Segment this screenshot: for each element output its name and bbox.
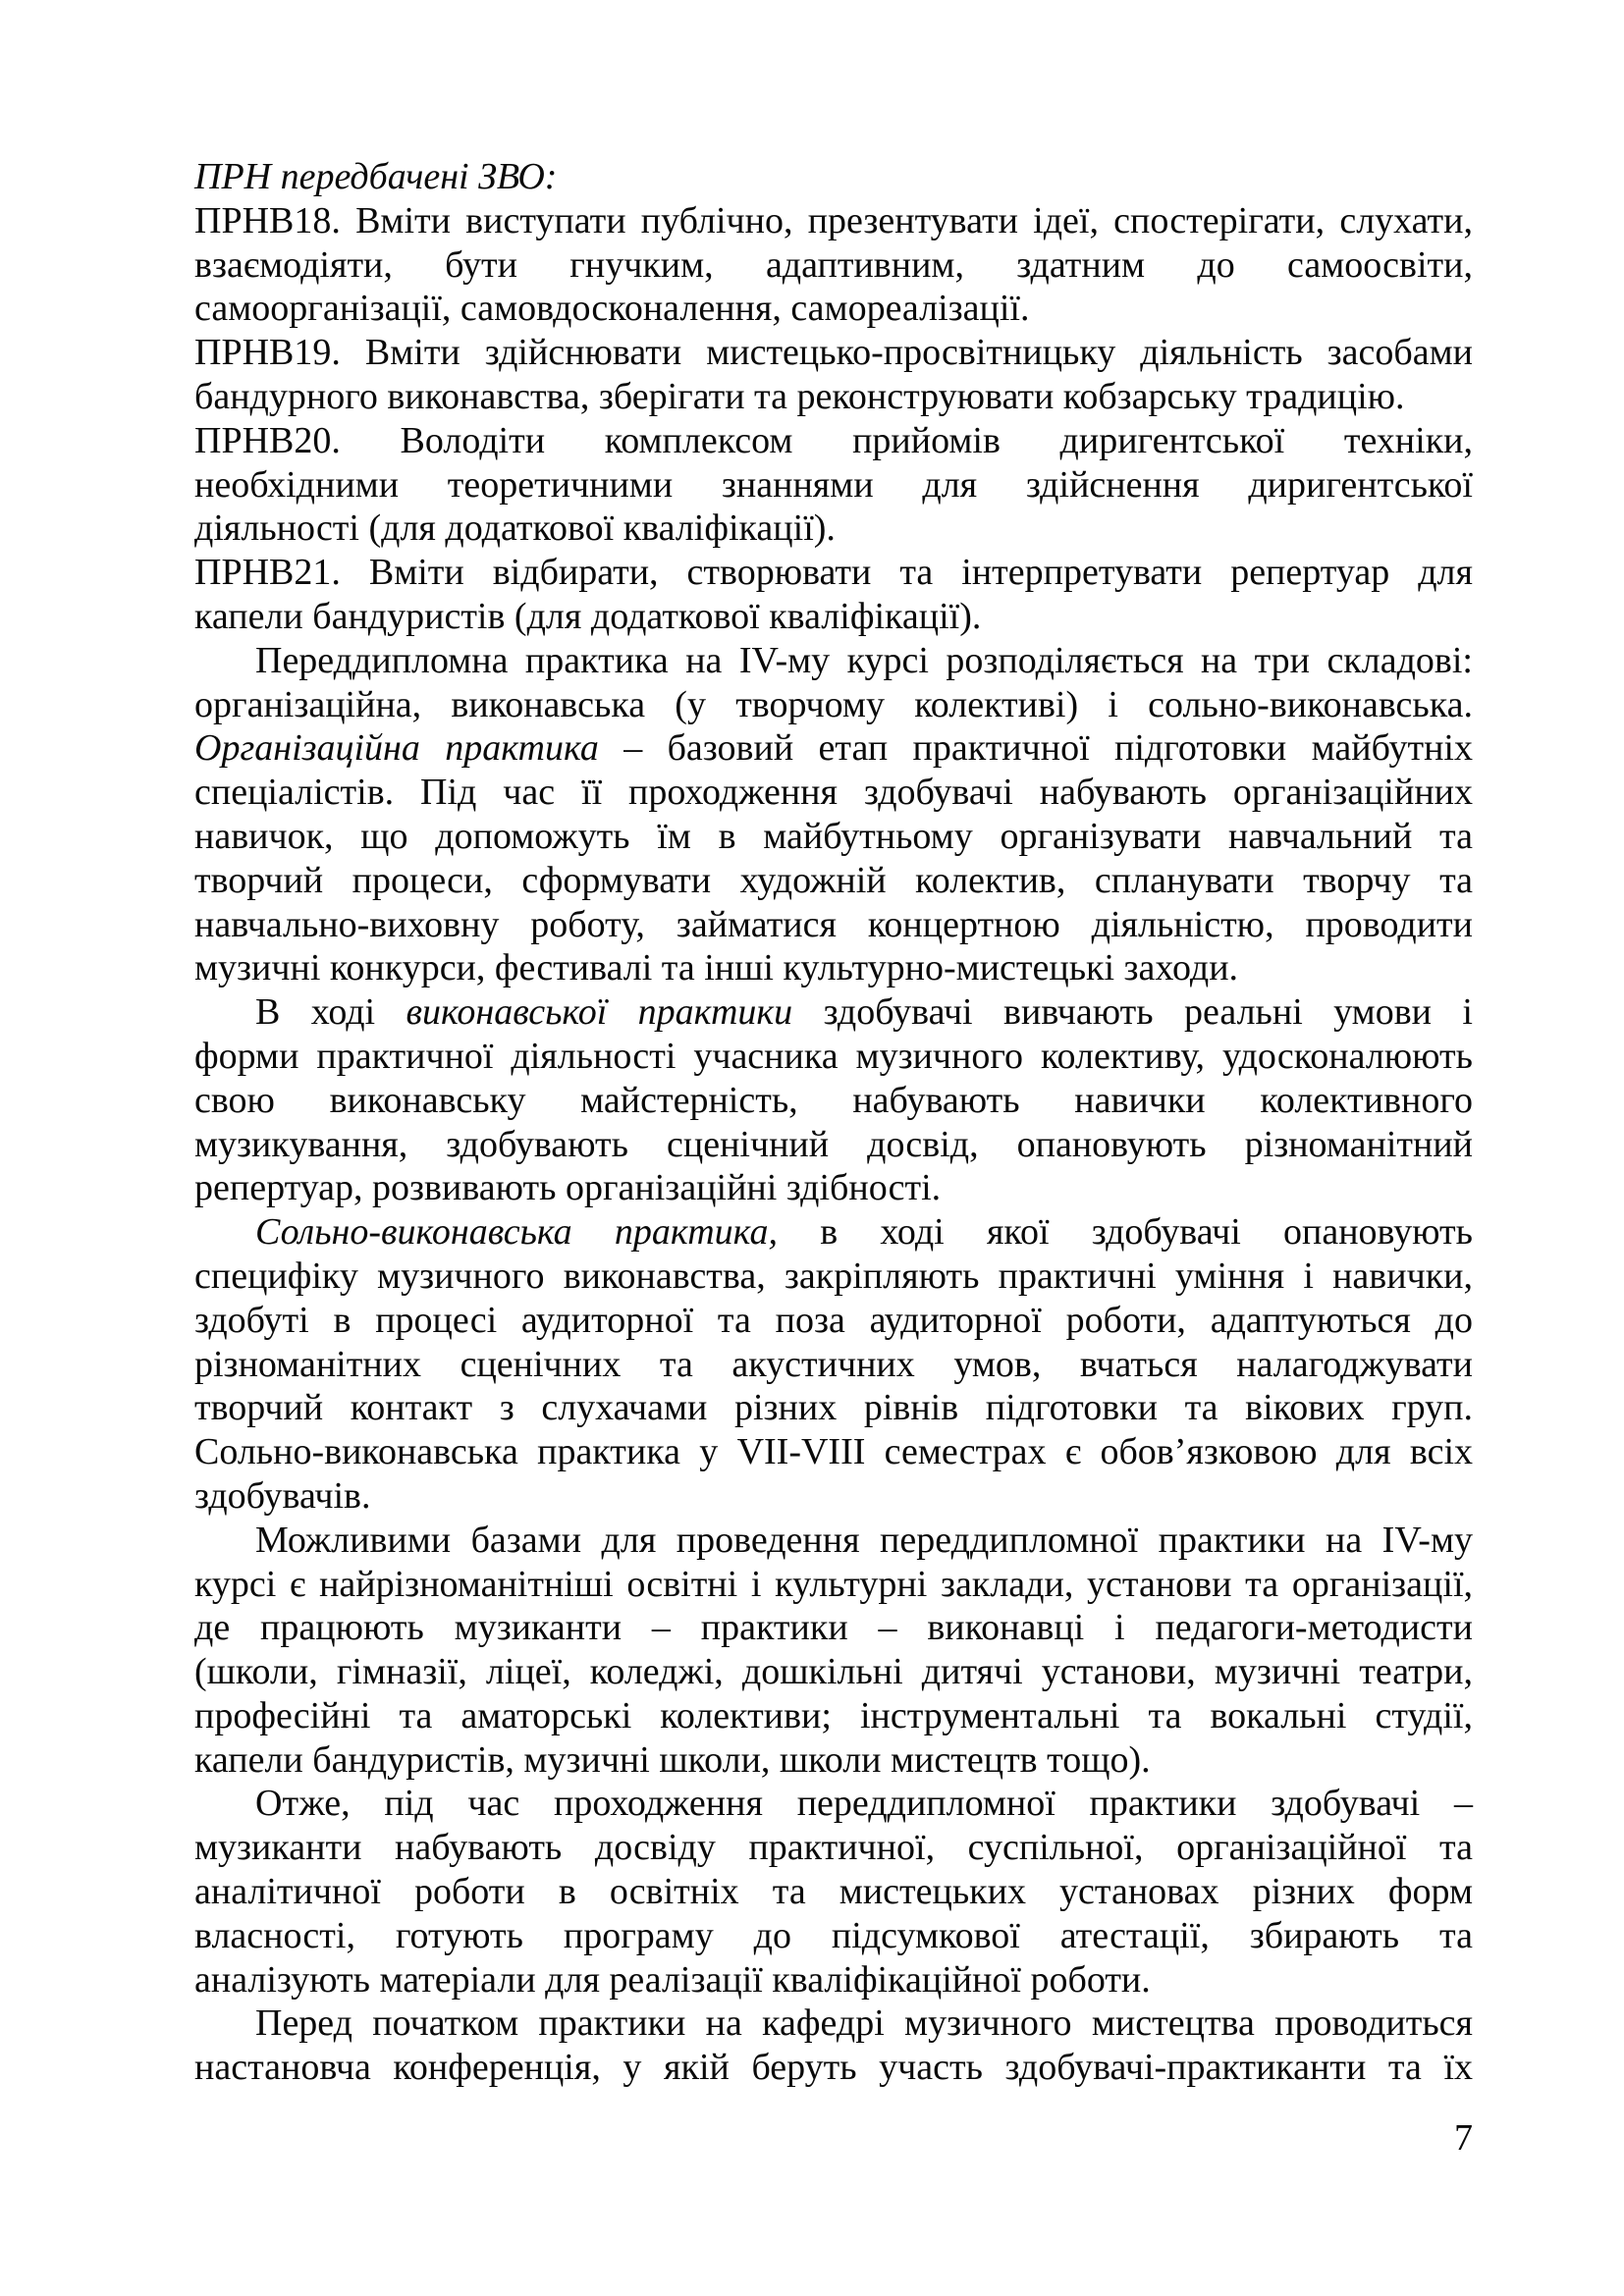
text-line bbox=[194, 199, 1473, 243]
text-line bbox=[194, 771, 1473, 815]
text-line bbox=[194, 1430, 1473, 1474]
text-segment: Переддипломна практика на IV-му курсі розподіляється на три складові: bbox=[255, 639, 1473, 681]
text-segment: музикування, здобувають сценічний досвід, опановують різноманітний bbox=[194, 1123, 1473, 1165]
text-segment: ПРНВ20. Володіти комплексом прийомів диригентської техніки, bbox=[194, 419, 1473, 461]
text-segment: організаційна, виконавська (у творчому колективі) і сольно-виконавська. bbox=[194, 683, 1473, 725]
text-segment: свою виконавську майстерність, набувають навички колективного bbox=[194, 1079, 1473, 1121]
text-segment: навчально-виховну роботу, займатися концертною діяльністю, проводити bbox=[194, 903, 1473, 945]
text-line bbox=[194, 683, 1473, 727]
text-line bbox=[194, 859, 1473, 903]
text-segment: ПРНВ18. Вміти виступати публічно, презентувати ідеї, спостерігати, слухати, bbox=[194, 199, 1473, 241]
text-segment: здобувачі вивчають реальні умови і bbox=[792, 991, 1473, 1034]
text-line bbox=[194, 1123, 1473, 1167]
text-segment: Отже, під час проходження переддипломної практики здобувачі – bbox=[255, 1783, 1473, 1825]
text-line bbox=[194, 1694, 1473, 1738]
text-segment: репертуар, розвивають організаційні здібності. bbox=[194, 1167, 942, 1209]
text-line bbox=[194, 1870, 1473, 1914]
page-text bbox=[194, 155, 1473, 2090]
text-line bbox=[194, 1299, 1473, 1343]
text-line bbox=[194, 1914, 1473, 1958]
text-segment: форми практичної діяльності учасника музичного колективу, удосконалюють bbox=[194, 1035, 1473, 1077]
text-line bbox=[194, 1210, 1473, 1255]
text-segment: професійні та аматорські колективи; інструментальні та вокальні студії, bbox=[194, 1694, 1473, 1736]
text-segment: здобувачів. bbox=[194, 1474, 371, 1517]
text-segment: настановча конференція, у якій беруть участь здобувачі-практиканти та їх bbox=[194, 2047, 1473, 2089]
text-line bbox=[194, 1606, 1473, 1650]
text-segment: ПРНВ19. Вміти здійснювати мистецько-просвітницьку діяльність засобами bbox=[194, 332, 1473, 374]
text-line bbox=[194, 287, 1473, 331]
text-line bbox=[194, 1079, 1473, 1123]
italic-text-segment: ПРН передбачені ЗВО: bbox=[194, 156, 558, 197]
text-segment: творчий процеси, сформувати художній колектив, спланувати творчу та bbox=[194, 859, 1473, 901]
italic-text-segment: Організаційна практика bbox=[194, 727, 599, 770]
text-segment: де працюють музиканти – практики – виконавці і педагоги-методисти bbox=[194, 1607, 1473, 1649]
text-line bbox=[194, 375, 1473, 419]
text-line bbox=[194, 1738, 1473, 1783]
text-segment: Можливими базами для проведення переддипломної практики на IV-му bbox=[255, 1519, 1473, 1561]
text-line bbox=[194, 1255, 1473, 1299]
text-line bbox=[194, 1958, 1473, 2002]
text-line bbox=[194, 1563, 1473, 1607]
text-segment: аналізують матеріали для реалізації кваліфікаційної роботи. bbox=[194, 1958, 1151, 2001]
text-line bbox=[194, 507, 1473, 551]
text-line bbox=[194, 639, 1473, 683]
text-line bbox=[194, 1343, 1473, 1387]
text-segment: ПРНВ21. Вміти відбирати, створювати та інтерпретувати репертуар для bbox=[194, 552, 1473, 594]
text-line bbox=[194, 2046, 1473, 2090]
text-segment: В ході bbox=[255, 991, 406, 1034]
text-line bbox=[194, 595, 1473, 639]
text-line bbox=[194, 1782, 1473, 1826]
text-line bbox=[194, 815, 1473, 859]
text-segment: капели бандуристів (для додаткової кваліфікації). bbox=[194, 595, 982, 637]
text-segment: різноманітних сценічних та акустичних умов, вчаться налагоджувати bbox=[194, 1343, 1473, 1385]
text-segment: аналітичної роботи в освітніх та мистецьких установах різних форм bbox=[194, 1871, 1473, 1913]
text-line bbox=[194, 726, 1473, 771]
text-line bbox=[194, 903, 1473, 947]
page-number: 7 bbox=[1454, 2117, 1473, 2159]
text-segment: самоорганізації, самовдосконалення, самореалізації. bbox=[194, 288, 1030, 330]
text-segment: необхідними теоретичними знаннями для здійснення диригентської bbox=[194, 463, 1473, 506]
text-segment: музичні конкурси, фестивалі та інші культурно-мистецькі заходи. bbox=[194, 947, 1239, 989]
text-segment: спеціалістів. Під час її проходження здобувачі набувають організаційних bbox=[194, 772, 1473, 814]
text-segment: діяльності (для додаткової кваліфікації). bbox=[194, 507, 836, 550]
text-segment: музиканти набувають досвіду практичної, суспільної, організаційної та bbox=[194, 1827, 1473, 1869]
text-line bbox=[194, 1166, 1473, 1210]
text-line bbox=[194, 2002, 1473, 2046]
text-line bbox=[194, 946, 1473, 990]
text-segment: власності, готують програму до підсумкової атестації, збирають та bbox=[194, 1914, 1473, 1956]
text-segment: специфіку музичного виконавства, закріпляють практичні уміння і навички, bbox=[194, 1255, 1473, 1297]
text-segment: навичок, що допоможуть їм в майбутньому організувати навчальний та bbox=[194, 815, 1473, 857]
text-line bbox=[194, 331, 1473, 375]
text-segment: Сольно-виконавська практика у VII-VIII семестрах є обов’язковою для всіх bbox=[194, 1431, 1473, 1473]
text-line bbox=[194, 1519, 1473, 1563]
text-segment: Перед початком практики на кафедрі музичного мистецтва проводиться bbox=[255, 2002, 1473, 2045]
text-line bbox=[194, 1035, 1473, 1079]
text-segment: творчий контакт з слухачами різних рівнів підготовки та вікових груп. bbox=[194, 1387, 1473, 1429]
text-segment: здобуті в процесі аудиторної та поза аудиторної роботи, адаптуються до bbox=[194, 1299, 1473, 1341]
text-line bbox=[194, 551, 1473, 595]
text-line bbox=[194, 155, 1473, 199]
text-segment: капели бандуристів, музичні школи, школи мистецтв тощо). bbox=[194, 1738, 1151, 1781]
text-line bbox=[194, 1474, 1473, 1519]
text-line bbox=[194, 990, 1473, 1035]
text-line bbox=[194, 419, 1473, 463]
text-line bbox=[194, 1650, 1473, 1694]
text-segment: – базовий етап практичної підготовки майбутніх bbox=[598, 727, 1473, 770]
text-line bbox=[194, 243, 1473, 288]
text-segment: бандурного виконавства, зберігати та реконструювати кобзарську традицію. bbox=[194, 375, 1405, 417]
italic-text-segment: Сольно-виконавська практика, bbox=[255, 1211, 778, 1254]
text-line bbox=[194, 463, 1473, 507]
text-segment: курсі є найрізноманітніші освітні і культурні заклади, установи та організації, bbox=[194, 1563, 1473, 1605]
text-segment: в ході якої здобувачі опановують bbox=[777, 1211, 1473, 1254]
text-line bbox=[194, 1826, 1473, 1870]
text-segment: взаємодіяти, бути гнучким, адаптивним, здатним до самоосвіти, bbox=[194, 243, 1473, 286]
text-line bbox=[194, 1386, 1473, 1430]
italic-text-segment: виконавської практики bbox=[406, 991, 793, 1034]
text-segment: (школи, гімназії, ліцеї, коледжі, дошкільні дитячі установи, музичні театри, bbox=[194, 1651, 1473, 1693]
